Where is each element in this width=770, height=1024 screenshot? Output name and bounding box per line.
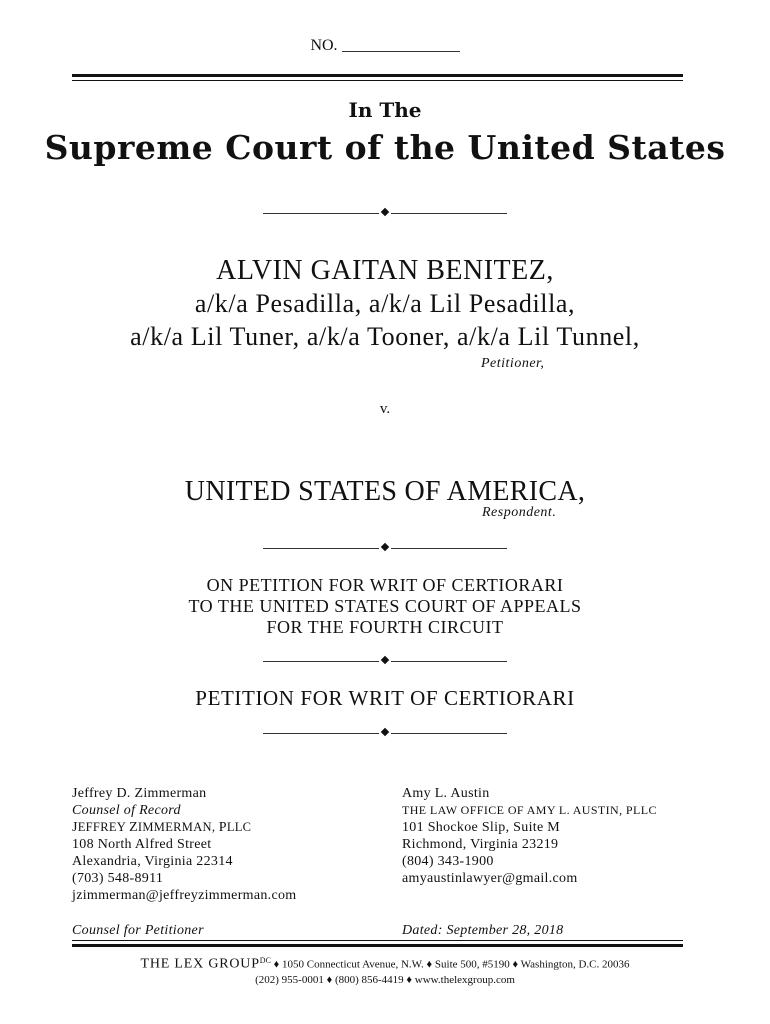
diamond-icon bbox=[381, 728, 389, 736]
counsel-right bbox=[402, 785, 657, 887]
docket-blank bbox=[342, 37, 460, 52]
counsel-left-role: Counsel of Record bbox=[72, 803, 181, 818]
divider bbox=[263, 542, 507, 554]
docket-number bbox=[0, 37, 770, 55]
counsel-left-name: Jeffrey D. Zimmerman bbox=[72, 786, 207, 801]
on-petition-line-1: ON PETITION FOR WRIT OF CERTIORARI bbox=[206, 575, 564, 595]
counsel-right-name: Amy L. Austin bbox=[402, 786, 490, 801]
counsel-right-phone: (804) 343-1900 bbox=[402, 854, 494, 869]
printer-address: ♦ 1050 Connecticut Avenue, N.W. ♦ Suite 500, #5190 ♦ Washington, D.C. 20036 bbox=[273, 958, 630, 971]
diamond-icon bbox=[381, 656, 389, 664]
court-name: Supreme Court of the United States bbox=[44, 128, 726, 167]
top-rule-thick bbox=[72, 74, 683, 77]
printer-line-1 bbox=[0, 956, 770, 973]
counsel-left-address-2: Alexandria, Virginia 22314 bbox=[72, 854, 233, 869]
docket-label: NO. bbox=[310, 37, 338, 54]
on-petition-line-2: TO THE UNITED STATES COURT OF APPEALS bbox=[188, 596, 582, 616]
respondent-role: Respondent. bbox=[482, 505, 557, 520]
printer-name: THE LEX GROUP bbox=[140, 956, 260, 972]
versus: v. bbox=[379, 401, 391, 417]
dated: Dated: September 28, 2018 bbox=[402, 923, 564, 938]
counsel-left-phone: (703) 548-8911 bbox=[72, 871, 164, 886]
counsel-right-firm: THE LAW OFFICE OF AMY L. AUSTIN, PLLC bbox=[402, 803, 657, 817]
diamond-icon bbox=[381, 208, 389, 216]
document-title: PETITION FOR WRIT OF CERTIORARI bbox=[195, 686, 575, 710]
petitioner-aka-2: a/k/a Lil Tuner, a/k/a Tooner, a/k/a Lil Tunnel, bbox=[130, 322, 640, 351]
counsel-left-footer: Counsel for Petitioner bbox=[72, 923, 204, 938]
counsel-right-email: amyaustinlawyer@gmail.com bbox=[402, 871, 578, 886]
counsel-left-firm: JEFFREY ZIMMERMAN, PLLC bbox=[72, 820, 252, 835]
petitioner-aka-1: a/k/a Pesadilla, a/k/a Lil Pesadilla, bbox=[194, 289, 576, 318]
diamond-icon bbox=[381, 543, 389, 551]
court-prefix: In The bbox=[348, 98, 422, 122]
divider bbox=[263, 207, 507, 219]
top-rule-thin bbox=[72, 80, 683, 81]
divider bbox=[263, 727, 507, 739]
counsel-left bbox=[72, 785, 296, 904]
printer-line-2: (202) 955-0001 ♦ (800) 856-4419 ♦ www.thelexgroup.com bbox=[255, 974, 515, 986]
petitioner-role: Petitioner, bbox=[481, 356, 545, 371]
petitioner-name: ALVIN GAITAN BENITEZ, bbox=[216, 255, 554, 286]
counsel-right-address-1: 101 Shockoe Slip, Suite M bbox=[402, 820, 561, 835]
respondent-name: UNITED STATES OF AMERICA, bbox=[184, 476, 586, 507]
counsel-left-email: jzimmerman@jeffreyzimmerman.com bbox=[72, 888, 297, 903]
printer-sup: DC bbox=[259, 956, 271, 965]
on-petition-line-3: FOR THE FOURTH CIRCUIT bbox=[266, 617, 504, 637]
counsel-right-address-2: Richmond, Virginia 23219 bbox=[402, 837, 559, 852]
divider bbox=[263, 655, 507, 667]
bottom-rule-thin bbox=[72, 940, 683, 941]
counsel-left-address-1: 108 North Alfred Street bbox=[72, 837, 212, 852]
bottom-rule-thick bbox=[72, 944, 683, 947]
